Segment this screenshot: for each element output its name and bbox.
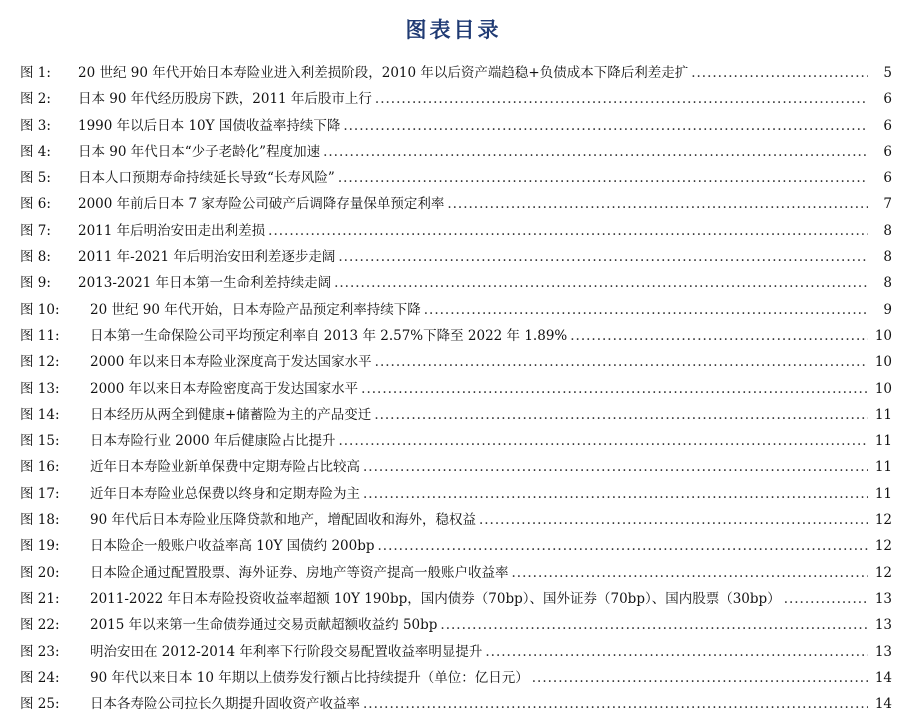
toc-entry[interactable] <box>20 165 892 191</box>
figure-caption: 日本第一生命保险公司平均预定利率自 2013 年 2.57%下降至 2022 年 1.89% ..... <box>90 323 868 349</box>
toc-entry[interactable] <box>20 218 892 244</box>
toc-entry[interactable] <box>20 113 892 139</box>
page-number: 14 <box>874 669 892 686</box>
page-number: 13 <box>874 643 892 660</box>
toc-entry[interactable] <box>20 533 892 559</box>
figure-label: 图 23: <box>20 643 60 660</box>
figure-caption: 近年日本寿险业新单保费中定期寿险占比较高 ..... <box>90 454 868 480</box>
figure-toc-list <box>20 60 892 717</box>
figure-label: 图 14: <box>20 406 60 423</box>
toc-entry[interactable] <box>20 60 892 86</box>
page-number: 9 <box>883 301 892 318</box>
page-number: 11 <box>874 433 892 450</box>
page-number: 6 <box>883 91 892 108</box>
figure-caption: 明治安田在 2012-2014 年利率下行阶段交易配置收益率明显提升 ..... <box>90 639 868 665</box>
figure-caption: 日本险企一般账户收益率高 10Y 国债约 200bp ..... <box>90 533 868 559</box>
figure-label: 图 20: <box>20 564 60 581</box>
page-number: 8 <box>883 249 892 266</box>
figure-label: 图 15: <box>20 433 60 450</box>
toc-entry[interactable] <box>20 691 892 717</box>
toc-entry[interactable] <box>20 270 892 296</box>
figure-caption: 日本寿险行业 2000 年后健康险占比提升 ..... <box>90 428 868 454</box>
toc-entry[interactable] <box>20 454 892 480</box>
page-number: 11 <box>874 485 892 502</box>
figure-label: 图 4: <box>20 143 51 160</box>
figure-label: 图 9: <box>20 275 51 292</box>
page-number: 11 <box>874 406 892 423</box>
figure-caption: 2015 年以来第一生命债券通过交易贡献超额收益约 50bp ..... <box>90 612 868 638</box>
toc-entry[interactable] <box>20 402 892 428</box>
page-number: 8 <box>883 222 892 239</box>
figure-caption: 2011-2022 年日本寿险投资收益率超额 10Y 190bp，国内债券（70bp）、国外证券（70bp）、国内股票（30bp） ..... <box>90 586 868 612</box>
page-title: 图表目录 <box>405 18 502 42</box>
figure-label: 图 6: <box>20 196 51 213</box>
figure-label: 图 13: <box>20 380 60 397</box>
figure-caption: 2000 年前后日本 7 家寿险公司破产后调降存量保单预定利率 ..... <box>78 191 868 217</box>
figure-caption: 20 世纪 90 年代开始日本寿险业进入利差损阶段，2010 年以后资产端趋稳+负债成本下降后利差走扩 ..... <box>78 60 868 86</box>
page-number: 8 <box>883 275 892 292</box>
toc-entry[interactable] <box>20 191 892 217</box>
figure-label: 图 21: <box>20 590 60 607</box>
figure-label: 图 25: <box>20 696 60 713</box>
page-number: 10 <box>874 380 892 397</box>
figure-label: 图 11: <box>20 327 60 344</box>
toc-entry[interactable] <box>20 586 892 612</box>
page-number: 12 <box>874 564 892 581</box>
figure-label: 图 12: <box>20 354 60 371</box>
figure-label: 图 1: <box>20 65 51 81</box>
figure-caption: 2000 年以来日本寿险密度高于发达国家水平 ..... <box>90 376 868 402</box>
page-number: 12 <box>874 538 892 555</box>
figure-caption: 90 年代后日本寿险业压降贷款和地产，增配固收和海外，稳权益 ..... <box>90 507 868 533</box>
figure-caption: 日本经历从两全到健康+储蓄险为主的产品变迁 ..... <box>90 402 868 428</box>
figure-caption: 日本 90 年代经历股房下跌，2011 年后股市上行 ..... <box>78 86 868 112</box>
toc-entry[interactable] <box>20 428 892 454</box>
figure-label: 图 19: <box>20 538 60 555</box>
figure-caption: 1990 年以后日本 10Y 国债收益率持续下降 ..... <box>78 113 868 139</box>
page-number: 6 <box>883 117 892 134</box>
toc-entry[interactable] <box>20 244 892 270</box>
figure-label: 图 18: <box>20 512 60 529</box>
toc-entry[interactable] <box>20 507 892 533</box>
page-number: 14 <box>874 696 892 713</box>
page-number: 11 <box>874 459 892 476</box>
toc-entry[interactable] <box>20 349 892 375</box>
toc-entry[interactable] <box>20 297 892 323</box>
figure-label: 图 17: <box>20 485 60 502</box>
page-number: 12 <box>874 512 892 529</box>
figure-caption: 2013-2021 年日本第一生命利差持续走阔 ..... <box>78 270 868 296</box>
figure-caption: 日本各寿险公司拉长久期提升固收资产收益率 ..... <box>90 691 868 717</box>
figure-caption: 近年日本寿险业总保费以终身和定期寿险为主 ..... <box>90 481 868 507</box>
toc-entry[interactable] <box>20 86 892 112</box>
figure-label: 图 24: <box>20 669 60 686</box>
figure-caption: 2011 年后明治安田走出利差损 ..... <box>78 218 868 244</box>
figure-caption: 20 世纪 90 年代开始，日本寿险产品预定利率持续下降 ..... <box>90 297 868 323</box>
toc-entry[interactable] <box>20 376 892 402</box>
page-number: 7 <box>883 196 892 213</box>
figure-caption: 2011 年-2021 年后明治安田利差逐步走阔 ..... <box>78 244 868 270</box>
figure-caption: 90 年代以来日本 10 年期以上债券发行额占比持续提升（单位：亿日元） ..... <box>90 665 868 691</box>
figure-label: 图 2: <box>20 91 51 108</box>
page-number: 5 <box>883 65 892 81</box>
toc-entry[interactable] <box>20 639 892 665</box>
figure-label: 图 10: <box>20 301 60 318</box>
toc-entry[interactable] <box>20 560 892 586</box>
figure-caption: 2000 年以来日本寿险业深度高于发达国家水平 ..... <box>90 349 868 375</box>
page-number: 13 <box>874 590 892 607</box>
page-number: 6 <box>883 143 892 160</box>
figure-caption: 日本险企通过配置股票、海外证券、房地产等资产提高一般账户收益率 ..... <box>90 560 868 586</box>
toc-entry[interactable] <box>20 323 892 349</box>
toc-entry[interactable] <box>20 612 892 638</box>
figure-label: 图 8: <box>20 249 51 266</box>
figure-label: 图 3: <box>20 117 51 134</box>
figure-label: 图 22: <box>20 617 60 634</box>
toc-entry[interactable] <box>20 665 892 691</box>
figure-caption: 日本 90 年代日本“少子老龄化”程度加速 ..... <box>78 139 868 165</box>
page-number: 13 <box>874 617 892 634</box>
page-number: 10 <box>874 354 892 371</box>
toc-entry[interactable] <box>20 481 892 507</box>
figure-label: 图 5: <box>20 170 51 187</box>
figure-caption: 日本人口预期寿命持续延长导致“长寿风险” ..... <box>78 165 868 191</box>
figure-label: 图 16: <box>20 459 60 476</box>
page-number: 10 <box>874 327 892 344</box>
toc-entry[interactable] <box>20 139 892 165</box>
page-number: 6 <box>883 170 892 187</box>
figure-label: 图 7: <box>20 222 51 239</box>
